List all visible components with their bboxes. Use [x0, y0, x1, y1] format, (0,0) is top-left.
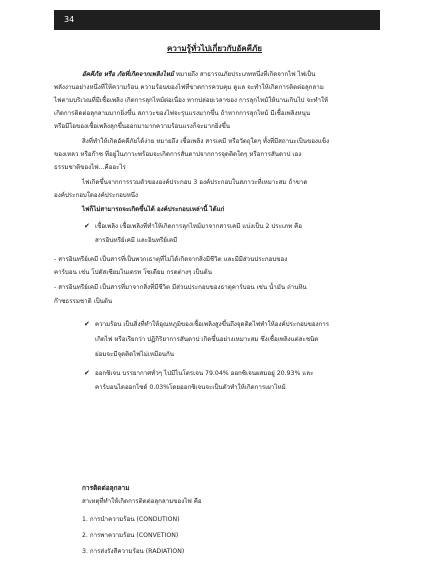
- page-title: ความรู้ทั่วไปเกี่ยวกับอัคคีภัย: [167, 44, 262, 53]
- bullet-heat-line-1: ความร้อน เป็นสิ่งที่ทำให้อุณหภูมิของเชื้อเพลิงสูงขึ้นถึงจุดติดไฟทำให้องค์ประกอบของการ: [95, 321, 330, 328]
- fuel-line-2: ของเหลว หรือก๊าซ ที่อยู่ในภาวะพร้อมจะเกิดการสันดาปจากการจุดติดใดๆ หรือการสันดาป เอง: [54, 151, 302, 158]
- page-number: 34: [64, 15, 75, 24]
- fuel-line-3: ธรรมชาติของไฟ...คืออะไร: [54, 164, 126, 171]
- intro-line-3: ไฟตามบริเวณที่มีเชื้อเพลิง เกิดการลุกไหม้ต่อเนื่อง หากปล่อยเวลาของ การลุกไหม้ให้นานเกินไป จะทำให้: [54, 97, 329, 104]
- intro-line-1: [82, 70, 315, 79]
- inorganic-line-1: - สารอินทรีย์เคมี เป็นสารที่มาจากสิ่งที่มีชีวิต มีส่วนประกอบของธาตุคาร์บอน เช่น น้ำมัน ถ่านหิน: [54, 284, 307, 291]
- bullet-heat-line-3: ย่อมจะมีจุดติดไฟไม่เหมือนกัน: [95, 351, 175, 358]
- page-header-bar: [54, 10, 380, 30]
- list-item: 3. การส่งรังสีความร้อน (RADIATION): [82, 548, 185, 555]
- intro-line-4: เกิดการติดต่อลุกลามมากยิ่งขึ้น สภาวะของไฟจะรุนแรงมากขึ้น ถ้าหากการลุกไหม้ มีเชื้อเพลิงหนุน: [54, 110, 311, 117]
- spread-intro: สาเหตุที่ทำให้เกิดการติดต่อลุกลามของไฟ คือ: [82, 498, 202, 505]
- organic-line-1: - สารอินทรีย์เคมี เป็นสารที่เป็นพวกเธาตุที่ไม่ได้เกิดจากสิ่งมีชีวิต และมีมีส่วนประกอบของ: [54, 256, 288, 263]
- organic-line-2: คาร์บอน เช่น โปตัสเซียมไนเตรท โซเดียม กรดต่างๆ เป็นต้น: [54, 269, 212, 276]
- checkmark-icon: ✔: [84, 222, 90, 230]
- spread-heading: การติดต่อลุกลาม: [82, 484, 130, 492]
- bullet-fuel-line-1: เชื้อเพลิง เชื้อเพลิงที่ทำให้เกิดการลุกไหม้มาจากสารเคมี แบ่งเป็น 2 ประเภท คือ: [95, 223, 303, 230]
- checkmark-icon: ✔: [84, 369, 90, 377]
- intro-line-1-text: หมายถึง สาธารณภัยประเภทหนึ่งที่เกิดจากไฟ ไฟเป็น: [173, 71, 316, 78]
- checkmark-icon: ✔: [84, 320, 90, 328]
- bullet-oxygen-line-1: ออกซิเจน บรรยากาศทั่วๆ ไปมีไนโตรเจน 79.04% ออกซิเจนผสมอยู่ 20.93% และ: [95, 370, 314, 377]
- no-fire-heading: ไฟก็ไม่สามารถจะเกิดขึ้นได้ องค์ประกอบเหล่านี้ ได้แก่: [82, 206, 225, 213]
- inorganic-line-2: ก๊าซธรรมชาติ เป็นต้น: [54, 298, 113, 305]
- fire-line-1: ไฟเกิดขึ้นจากการรวมตัวขององค์ประกอบ 3 องค์ประกอบในสภาวะที่เหมาะสม ถ้าขาด: [82, 179, 308, 186]
- bullet-oxygen-line-2: คาร์บอนไดออกไซด์ 0.03%โดยออกซิเจนจะเป็นตัวทำให้เกิดการเผาไหม้: [95, 384, 286, 391]
- fire-line-2: องค์ประกอบใดองค์ประกอบหนึ่ง: [54, 192, 139, 199]
- bullet-fuel-line-2: สารอินทรีย์เคมี และอินทรีย์เคมี: [95, 237, 178, 244]
- bullet-heat-line-2: เกิดไฟ หรือเรียกว่า ปฏิกิริยาการสันดาป เกิดขึ้นอย่างเหมาะสม ซึ่งเชื้อเพลิงแต่ละชนิด: [95, 336, 319, 343]
- intro-line-2: พลังงานอย่างหนึ่งที่ให้ความร้อน ความร้อนของไฟที่ขาดการควบคุม ดูแล จะทำให้เกิดการติดต่อลุกลาม: [54, 84, 324, 91]
- intro-line-5: หรือมีไอของเชื้อเพลิงลุกขึ้นออกมามากความร้อนแรงก็จะมากยิ่งขึ้น: [54, 123, 230, 130]
- list-item: 2. การพาความร้อน (CONVETION): [82, 532, 179, 539]
- list-item: 1. การนำความร้อน (CONDUTION): [82, 516, 180, 523]
- intro-term: อัคคีภัย หรือ ภัยที่เกิดจากเพลิงไหม้: [82, 71, 174, 78]
- fuel-line-1: สิ่งที่ทำให้เกิดอัคคีภัยได้ง่าย หมายถึง เชื้อเพลิง สารเคมี หรือวัตถุใดๆ ทั้งที่มีสถานะเป็นของแข็ง: [82, 138, 330, 145]
